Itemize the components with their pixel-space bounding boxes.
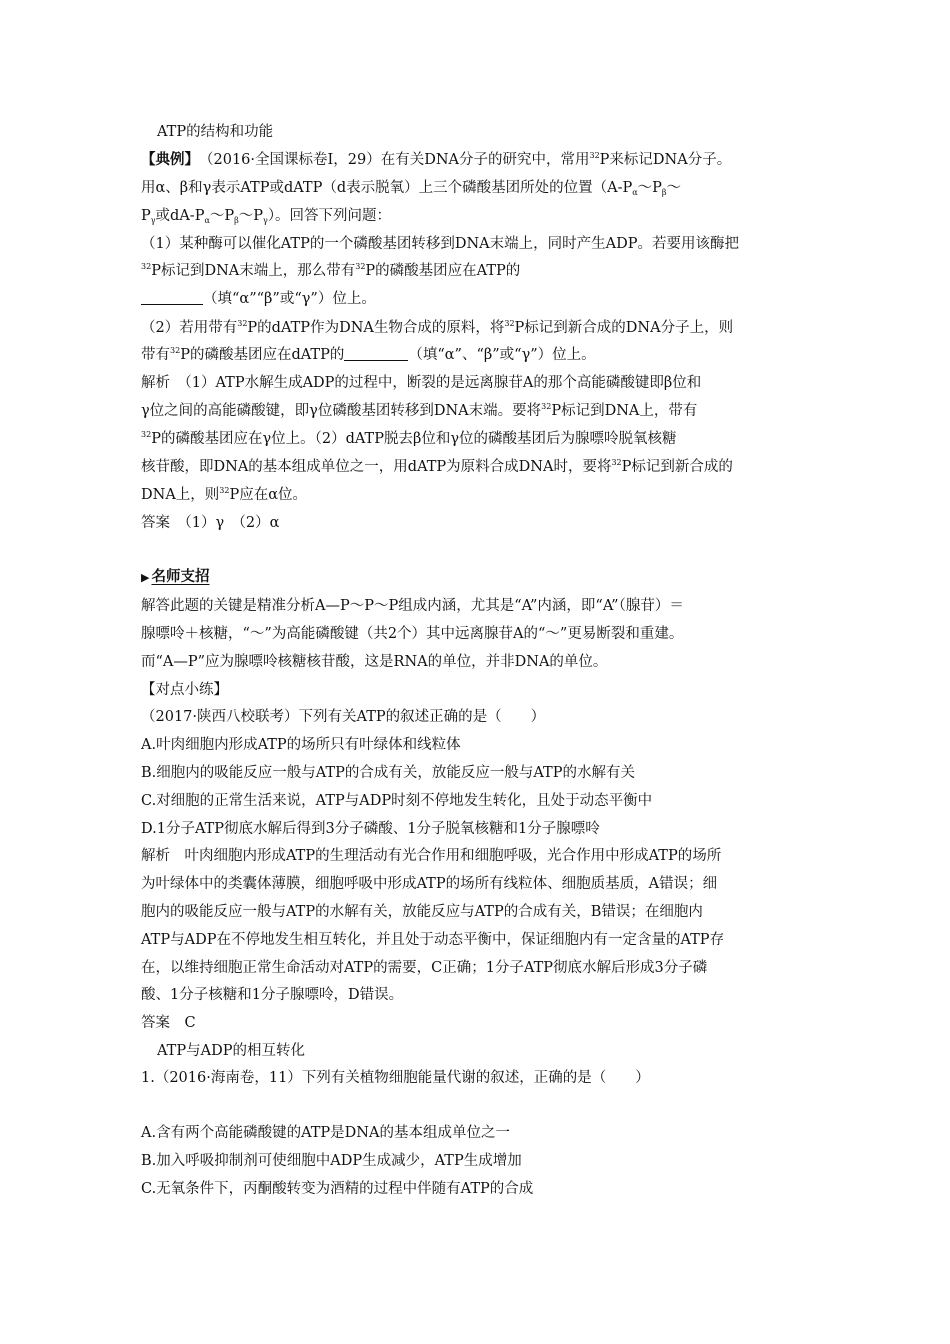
- question-1-option-b: B.加入呼吸抑制剂可使细胞中ADP生成减少，ATP生成增加: [141, 1153, 522, 1169]
- practice-option-c: C.对细胞的正常生活来说，ATP与ADP时刻不停地发生转化，且处于动态平衡中: [141, 793, 653, 809]
- practice-option-d: D.1分子ATP彻底水解后得到3分子磷酸、1分子脱氧核糖和1分子腺嘌呤: [141, 821, 600, 837]
- practice-option-b: B.细胞内的吸能反应一般与ATP的合成有关，放能反应一般与ATP的水解有关: [141, 765, 635, 781]
- practice-analysis-line-4: ATP与ADP在不停地发生相互转化，并且处于动态平衡中，保证细胞内有一定含量的ATP存: [141, 932, 725, 948]
- question-1-option-c: C.无氧条件下，丙酮酸转变为酒精的过程中伴随有ATP的合成: [141, 1181, 534, 1197]
- practice-answer: 答案 C: [141, 1015, 196, 1031]
- tip-line-2: 腺嘌呤＋核糖，“～”为高能磷酸键（共2个）其中远离腺苷A的“～”更易断裂和重建。: [141, 626, 684, 642]
- example-answer: 答案 （1）γ （2）α: [141, 515, 280, 531]
- practice-analysis-line-3: 胞内的吸能反应一般与ATP的水解有关，放能反应与ATP的合成有关，B错误；在细胞内: [141, 904, 703, 920]
- tip-line-3: 而“A—P”应为腺嘌呤核糖核苷酸，这是RNA的单位，并非DNA的单位。: [141, 654, 608, 670]
- question-1-option-a: A.含有两个高能磷酸键的ATP是DNA的基本组成单位之一: [141, 1125, 510, 1141]
- example-line-3: $P_\gamma$或$dA-P_\alpha\sim P_\beta\sim P_\gamma$）。回答下列问题：: [141, 208, 392, 225]
- section-title-atp-structure: ATP的结构和功能: [157, 124, 274, 140]
- question-2-line-1: （2）若用带有$^{32}$P的dATP作为DNA生物合成的原料，将$^{32}$P标记到新合成的DNA分子上，则: [141, 319, 734, 336]
- analysis-line-4: 核苷酸，即DNA的基本组成单位之一，用dATP为原料合成DNA时，要将$^{32}$P标记到新合成的: [141, 458, 733, 475]
- answer-blank-1: [141, 290, 203, 305]
- practice-question: （2017·陕西八校联考）下列有关ATP的叙述正确的是（ ）: [141, 709, 546, 725]
- analysis-line-2: γ位之间的高能磷酸键，即γ位磷酸基团转移到DNA末端。要将$^{32}$P标记到DNA上，带有: [141, 402, 698, 419]
- answer-blank-2: [344, 346, 408, 361]
- question-1: 1.（2016·海南卷，11）下列有关植物细胞能量代谢的叙述，正确的是（ ）: [141, 1070, 650, 1086]
- practice-option-a: A.叶肉细胞内形成ATP的场所只有叶绿体和线粒体: [141, 737, 461, 753]
- practice-analysis-line-2: 为叶绿体中的类囊体薄膜，细胞呼吸中形成ATP的场所有线粒体、细胞质基质，A错误；细: [141, 876, 718, 892]
- practice-analysis-line-1: 解析 叶肉细胞内形成ATP的生理活动有光合作用和细胞呼吸，光合作用中形成ATP的场所: [141, 848, 722, 864]
- question-1-line-1: （1）某种酶可以催化ATP的一个磷酸基团转移到DNA末端上，同时产生ADP。若要用该酶把: [141, 236, 739, 252]
- section-title-atp-adp: ATP与ADP的相互转化: [157, 1043, 305, 1059]
- analysis-line-1: 解析 （1）ATP水解生成ADP的过程中，断裂的是远离腺苷A的那个高能磷酸键即β位和: [141, 375, 702, 391]
- question-2-line-2: 带有$^{32}$P的磷酸基团应在dATP的 （填“α”、“β”或“γ”）位上。: [141, 346, 596, 363]
- practice-label: 【对点小练】: [141, 682, 228, 698]
- example-line-2: 用α、β和γ表示ATP或dATP（d表示脱氧）上三个磷酸基团所处的位置（$A-P_\alpha\sim P_\beta\sim$: [141, 180, 682, 197]
- practice-analysis-line-6: 酸、1分子核糖和1分子腺嘌呤，D错误。: [141, 987, 404, 1003]
- question-1-line-2: $^{32}$P标记到DNA末端上，那么带有$^{32}$P的磷酸基团应在ATP的: [141, 262, 521, 279]
- triangle-right-icon: ▶: [141, 571, 150, 584]
- question-1-line-3: （填“α”“β”或“γ”）位上。: [141, 289, 376, 309]
- analysis-line-3: $^{32}$P的磷酸基团应在γ位上。（2）dATP脱去β位和γ位的磷酸基团后为腺嘌呤脱氧核糖: [141, 430, 677, 447]
- example-label: 【典例】: [141, 151, 192, 168]
- tip-heading: ▶ 名师支招: [141, 568, 210, 585]
- tip-line-1: 解答此题的关键是精准分析A—P～P～P组成内涵，尤其是“A”内涵，即“A”（腺苷）＝: [141, 598, 684, 614]
- analysis-line-5: DNA上，则$^{32}$P应在α位。: [141, 486, 308, 503]
- practice-analysis-line-5: 在，以维持细胞正常生命活动对ATP的需要，C正确；1分子ATP彻底水解后形成3分子磷: [141, 960, 708, 976]
- example-line-1: 【典例】 （2016·全国课标卷Ⅰ，29）在有关DNA分子的研究中，常用$^{32}$P来标记DNA分子。: [141, 151, 732, 168]
